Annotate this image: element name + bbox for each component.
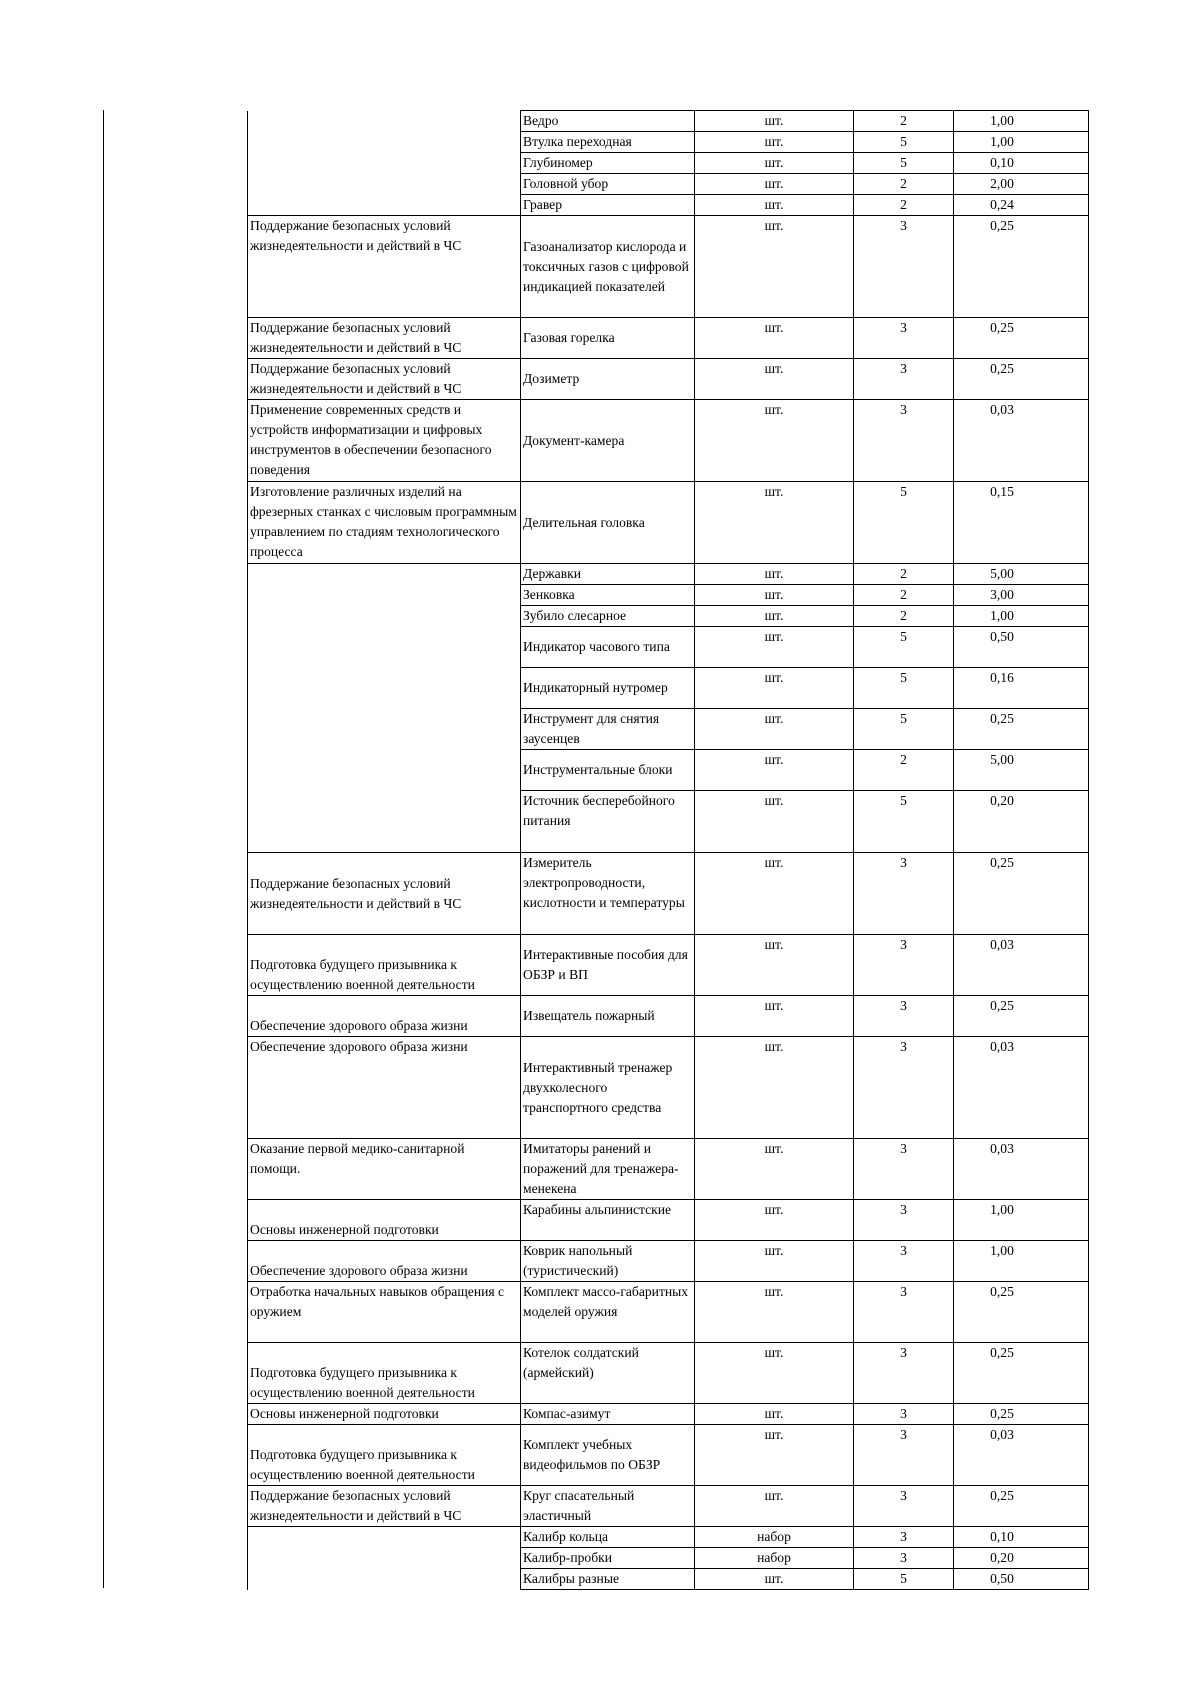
unit-cell: шт. — [695, 1343, 854, 1404]
item-name-cell: Измеритель электропроводности, кислотности и температуры — [521, 853, 695, 935]
quantity-cell: 3 — [854, 1139, 954, 1200]
item-name-cell: Инструмент для снятия заусенцев — [521, 709, 695, 750]
quantity-cell: 2 — [854, 195, 954, 216]
section-cell — [248, 174, 521, 195]
section-cell: Отработка начальных навыков обращения с оружием — [248, 1282, 521, 1343]
table-row — [248, 1139, 1089, 1200]
value-cell: 3,00 — [954, 585, 1089, 606]
unit-cell: шт. — [695, 1139, 854, 1200]
unit-cell: шт. — [695, 1486, 854, 1527]
unit-cell: шт. — [695, 174, 854, 195]
quantity-cell: 2 — [854, 111, 954, 132]
value-cell: 0,03 — [954, 935, 1089, 996]
value-cell: 1,00 — [954, 1200, 1089, 1241]
unit-cell: шт. — [695, 935, 854, 996]
table-row — [248, 400, 1089, 482]
unit-cell: шт. — [695, 1282, 854, 1343]
item-name-cell: Индикаторный нутромер — [521, 668, 695, 709]
quantity-cell: 3 — [854, 1282, 954, 1343]
table-row — [248, 1037, 1089, 1139]
quantity-cell: 2 — [854, 750, 954, 791]
table-row — [248, 668, 1089, 709]
table-row — [248, 791, 1089, 853]
quantity-cell: 3 — [854, 216, 954, 318]
equipment-table — [247, 110, 1089, 1590]
value-cell: 0,25 — [954, 216, 1089, 318]
quantity-cell: 5 — [854, 153, 954, 174]
quantity-cell: 5 — [854, 791, 954, 853]
item-name-cell: Державки — [521, 564, 695, 585]
item-name-cell: Газовая горелка — [521, 318, 695, 359]
value-cell: 0,25 — [954, 1343, 1089, 1404]
table-row — [248, 153, 1089, 174]
table-row — [248, 132, 1089, 153]
item-name-cell: Головной убор — [521, 174, 695, 195]
table-row — [248, 1343, 1089, 1404]
quantity-cell: 3 — [854, 853, 954, 935]
section-cell: Поддержание безопасных условий жизнедеятельности и действий в ЧС — [248, 359, 521, 400]
section-cell — [248, 709, 521, 750]
left-margin-rule — [103, 110, 104, 1588]
section-cell — [248, 195, 521, 216]
section-cell — [248, 585, 521, 606]
quantity-cell: 3 — [854, 1404, 954, 1425]
section-cell: Основы инженерной подготовки — [248, 1404, 521, 1425]
item-name-cell: Дозиметр — [521, 359, 695, 400]
quantity-cell: 5 — [854, 482, 954, 564]
item-name-cell: Котелок солдатский (армейский) — [521, 1343, 695, 1404]
table-row — [248, 935, 1089, 996]
unit-cell: набор — [695, 1548, 854, 1569]
item-name-cell: Круг спасательный эластичный — [521, 1486, 695, 1527]
unit-cell: шт. — [695, 627, 854, 668]
item-name-cell: Калибры разные — [521, 1569, 695, 1590]
quantity-cell: 3 — [854, 359, 954, 400]
unit-cell: шт. — [695, 1569, 854, 1590]
unit-cell: шт. — [695, 996, 854, 1037]
item-name-cell: Делительная головка — [521, 482, 695, 564]
table-row — [248, 174, 1089, 195]
value-cell: 0,25 — [954, 1486, 1089, 1527]
unit-cell: шт. — [695, 195, 854, 216]
section-cell: Применение современных средств и устройств информатизации и цифровых инструментов в обеспечении безопасного поведения — [248, 400, 521, 482]
unit-cell: шт. — [695, 709, 854, 750]
quantity-cell: 2 — [854, 174, 954, 195]
unit-cell: шт. — [695, 111, 854, 132]
section-cell — [248, 1527, 521, 1548]
quantity-cell: 5 — [854, 627, 954, 668]
table-row — [248, 853, 1089, 935]
table-row — [248, 482, 1089, 564]
section-cell — [248, 606, 521, 627]
item-name-cell: Глубиномер — [521, 153, 695, 174]
quantity-cell: 3 — [854, 1343, 954, 1404]
value-cell: 0,25 — [954, 1404, 1089, 1425]
unit-cell: шт. — [695, 1404, 854, 1425]
table-row — [248, 627, 1089, 668]
item-name-cell: Втулка переходная — [521, 132, 695, 153]
section-cell: Основы инженерной подготовки — [248, 1200, 521, 1241]
section-cell — [248, 111, 521, 132]
value-cell: 0,24 — [954, 195, 1089, 216]
unit-cell: шт. — [695, 1425, 854, 1486]
unit-cell: шт. — [695, 668, 854, 709]
quantity-cell: 5 — [854, 668, 954, 709]
quantity-cell: 3 — [854, 1241, 954, 1282]
table-row — [248, 1404, 1089, 1425]
value-cell: 0,25 — [954, 853, 1089, 935]
section-cell — [248, 1569, 521, 1590]
quantity-cell: 2 — [854, 564, 954, 585]
value-cell: 0,03 — [954, 400, 1089, 482]
section-cell: Подготовка будущего призывника к осуществлению военной деятельности — [248, 1343, 521, 1404]
table-row — [248, 318, 1089, 359]
item-name-cell: Инструментальные блоки — [521, 750, 695, 791]
unit-cell: набор — [695, 1527, 854, 1548]
value-cell: 5,00 — [954, 750, 1089, 791]
table-row — [248, 1569, 1089, 1590]
item-name-cell: Индикатор часового типа — [521, 627, 695, 668]
unit-cell: шт. — [695, 216, 854, 318]
section-cell — [248, 153, 521, 174]
unit-cell: шт. — [695, 400, 854, 482]
quantity-cell: 3 — [854, 1548, 954, 1569]
quantity-cell: 3 — [854, 1200, 954, 1241]
unit-cell: шт. — [695, 1037, 854, 1139]
quantity-cell: 3 — [854, 1425, 954, 1486]
item-name-cell: Интерактивный тренажер двухколесного транспортного средства — [521, 1037, 695, 1139]
table-row — [248, 1241, 1089, 1282]
table-row — [248, 1425, 1089, 1486]
value-cell: 0,50 — [954, 627, 1089, 668]
table-row — [248, 564, 1089, 585]
value-cell: 1,00 — [954, 132, 1089, 153]
value-cell: 0,03 — [954, 1037, 1089, 1139]
table-row — [248, 996, 1089, 1037]
value-cell: 1,00 — [954, 1241, 1089, 1282]
section-cell — [248, 132, 521, 153]
value-cell: 1,00 — [954, 111, 1089, 132]
section-cell — [248, 668, 521, 709]
item-name-cell: Калибр кольца — [521, 1527, 695, 1548]
table-row — [248, 585, 1089, 606]
quantity-cell: 3 — [854, 1527, 954, 1548]
value-cell: 0,16 — [954, 668, 1089, 709]
value-cell: 0,15 — [954, 482, 1089, 564]
value-cell: 0,10 — [954, 1527, 1089, 1548]
quantity-cell: 5 — [854, 1569, 954, 1590]
item-name-cell: Коврик напольный (туристический) — [521, 1241, 695, 1282]
section-cell: Подготовка будущего призывника к осуществлению военной деятельности — [248, 1425, 521, 1486]
section-cell: Изготовление различных изделий на фрезерных станках с числовым программным управлением по стадиям технологического процесса — [248, 482, 521, 564]
value-cell: 1,00 — [954, 606, 1089, 627]
section-cell: Обеспечение здорового образа жизни — [248, 1037, 521, 1139]
table-row — [248, 1527, 1089, 1548]
item-name-cell: Газоанализатор кислорода и токсичных газов с цифровой индикацией показателей — [521, 216, 695, 318]
section-cell: Поддержание безопасных условий жизнедеятельности и действий в ЧС — [248, 853, 521, 935]
value-cell: 5,00 — [954, 564, 1089, 585]
table-row — [248, 1548, 1089, 1569]
item-name-cell: Документ-камера — [521, 400, 695, 482]
item-name-cell: Зенковка — [521, 585, 695, 606]
section-cell: Поддержание безопасных условий жизнедеятельности и действий в ЧС — [248, 216, 521, 318]
unit-cell: шт. — [695, 1200, 854, 1241]
item-name-cell: Извещатель пожарный — [521, 996, 695, 1037]
section-cell: Подготовка будущего призывника к осуществлению военной деятельности — [248, 935, 521, 996]
item-name-cell: Карабины альпинистские — [521, 1200, 695, 1241]
value-cell: 0,03 — [954, 1139, 1089, 1200]
item-name-cell: Ведро — [521, 111, 695, 132]
table-row — [248, 750, 1089, 791]
value-cell: 0,10 — [954, 153, 1089, 174]
value-cell: 0,25 — [954, 709, 1089, 750]
unit-cell: шт. — [695, 153, 854, 174]
unit-cell: шт. — [695, 853, 854, 935]
unit-cell: шт. — [695, 359, 854, 400]
quantity-cell: 3 — [854, 400, 954, 482]
table-row — [248, 359, 1089, 400]
item-name-cell: Компас-азимут — [521, 1404, 695, 1425]
quantity-cell: 3 — [854, 318, 954, 359]
unit-cell: шт. — [695, 1241, 854, 1282]
value-cell: 0,50 — [954, 1569, 1089, 1590]
section-cell — [248, 1548, 521, 1569]
item-name-cell: Калибр-пробки — [521, 1548, 695, 1569]
value-cell: 2,00 — [954, 174, 1089, 195]
item-name-cell: Источник бесперебойного питания — [521, 791, 695, 853]
section-cell: Поддержание безопасных условий жизнедеятельности и действий в ЧС — [248, 1486, 521, 1527]
table-row — [248, 709, 1089, 750]
table-row — [248, 1200, 1089, 1241]
section-cell: Обеспечение здорового образа жизни — [248, 1241, 521, 1282]
value-cell: 0,25 — [954, 359, 1089, 400]
table-row — [248, 216, 1089, 318]
value-cell: 0,25 — [954, 996, 1089, 1037]
section-cell: Поддержание безопасных условий жизнедеятельности и действий в ЧС — [248, 318, 521, 359]
quantity-cell: 3 — [854, 1486, 954, 1527]
quantity-cell: 3 — [854, 996, 954, 1037]
section-cell: Оказание первой медико-санитарной помощи. — [248, 1139, 521, 1200]
value-cell: 0,20 — [954, 1548, 1089, 1569]
table-row — [248, 1282, 1089, 1343]
unit-cell: шт. — [695, 750, 854, 791]
table-row — [248, 111, 1089, 132]
quantity-cell: 3 — [854, 935, 954, 996]
quantity-cell: 5 — [854, 132, 954, 153]
quantity-cell: 2 — [854, 606, 954, 627]
quantity-cell: 5 — [854, 709, 954, 750]
section-cell — [248, 627, 521, 668]
table-row — [248, 1486, 1089, 1527]
item-name-cell: Имитаторы ранений и поражений для тренажера-менекена — [521, 1139, 695, 1200]
table-row — [248, 606, 1089, 627]
unit-cell: шт. — [695, 791, 854, 853]
table-row — [248, 195, 1089, 216]
item-name-cell: Комплект массо-габаритных моделей оружия — [521, 1282, 695, 1343]
unit-cell: шт. — [695, 132, 854, 153]
unit-cell: шт. — [695, 585, 854, 606]
item-name-cell: Интерактивные пособия для ОБЗР и ВП — [521, 935, 695, 996]
value-cell: 0,20 — [954, 791, 1089, 853]
section-cell: Обеспечение здорового образа жизни — [248, 996, 521, 1037]
section-cell — [248, 750, 521, 791]
item-name-cell: Комплект учебных видеофильмов по ОБЗР — [521, 1425, 695, 1486]
value-cell: 0,03 — [954, 1425, 1089, 1486]
section-cell — [248, 564, 521, 585]
value-cell: 0,25 — [954, 1282, 1089, 1343]
unit-cell: шт. — [695, 606, 854, 627]
quantity-cell: 2 — [854, 585, 954, 606]
section-cell — [248, 791, 521, 853]
unit-cell: шт. — [695, 482, 854, 564]
unit-cell: шт. — [695, 318, 854, 359]
item-name-cell: Гравер — [521, 195, 695, 216]
unit-cell: шт. — [695, 564, 854, 585]
value-cell: 0,25 — [954, 318, 1089, 359]
quantity-cell: 3 — [854, 1037, 954, 1139]
item-name-cell: Зубило слесарное — [521, 606, 695, 627]
